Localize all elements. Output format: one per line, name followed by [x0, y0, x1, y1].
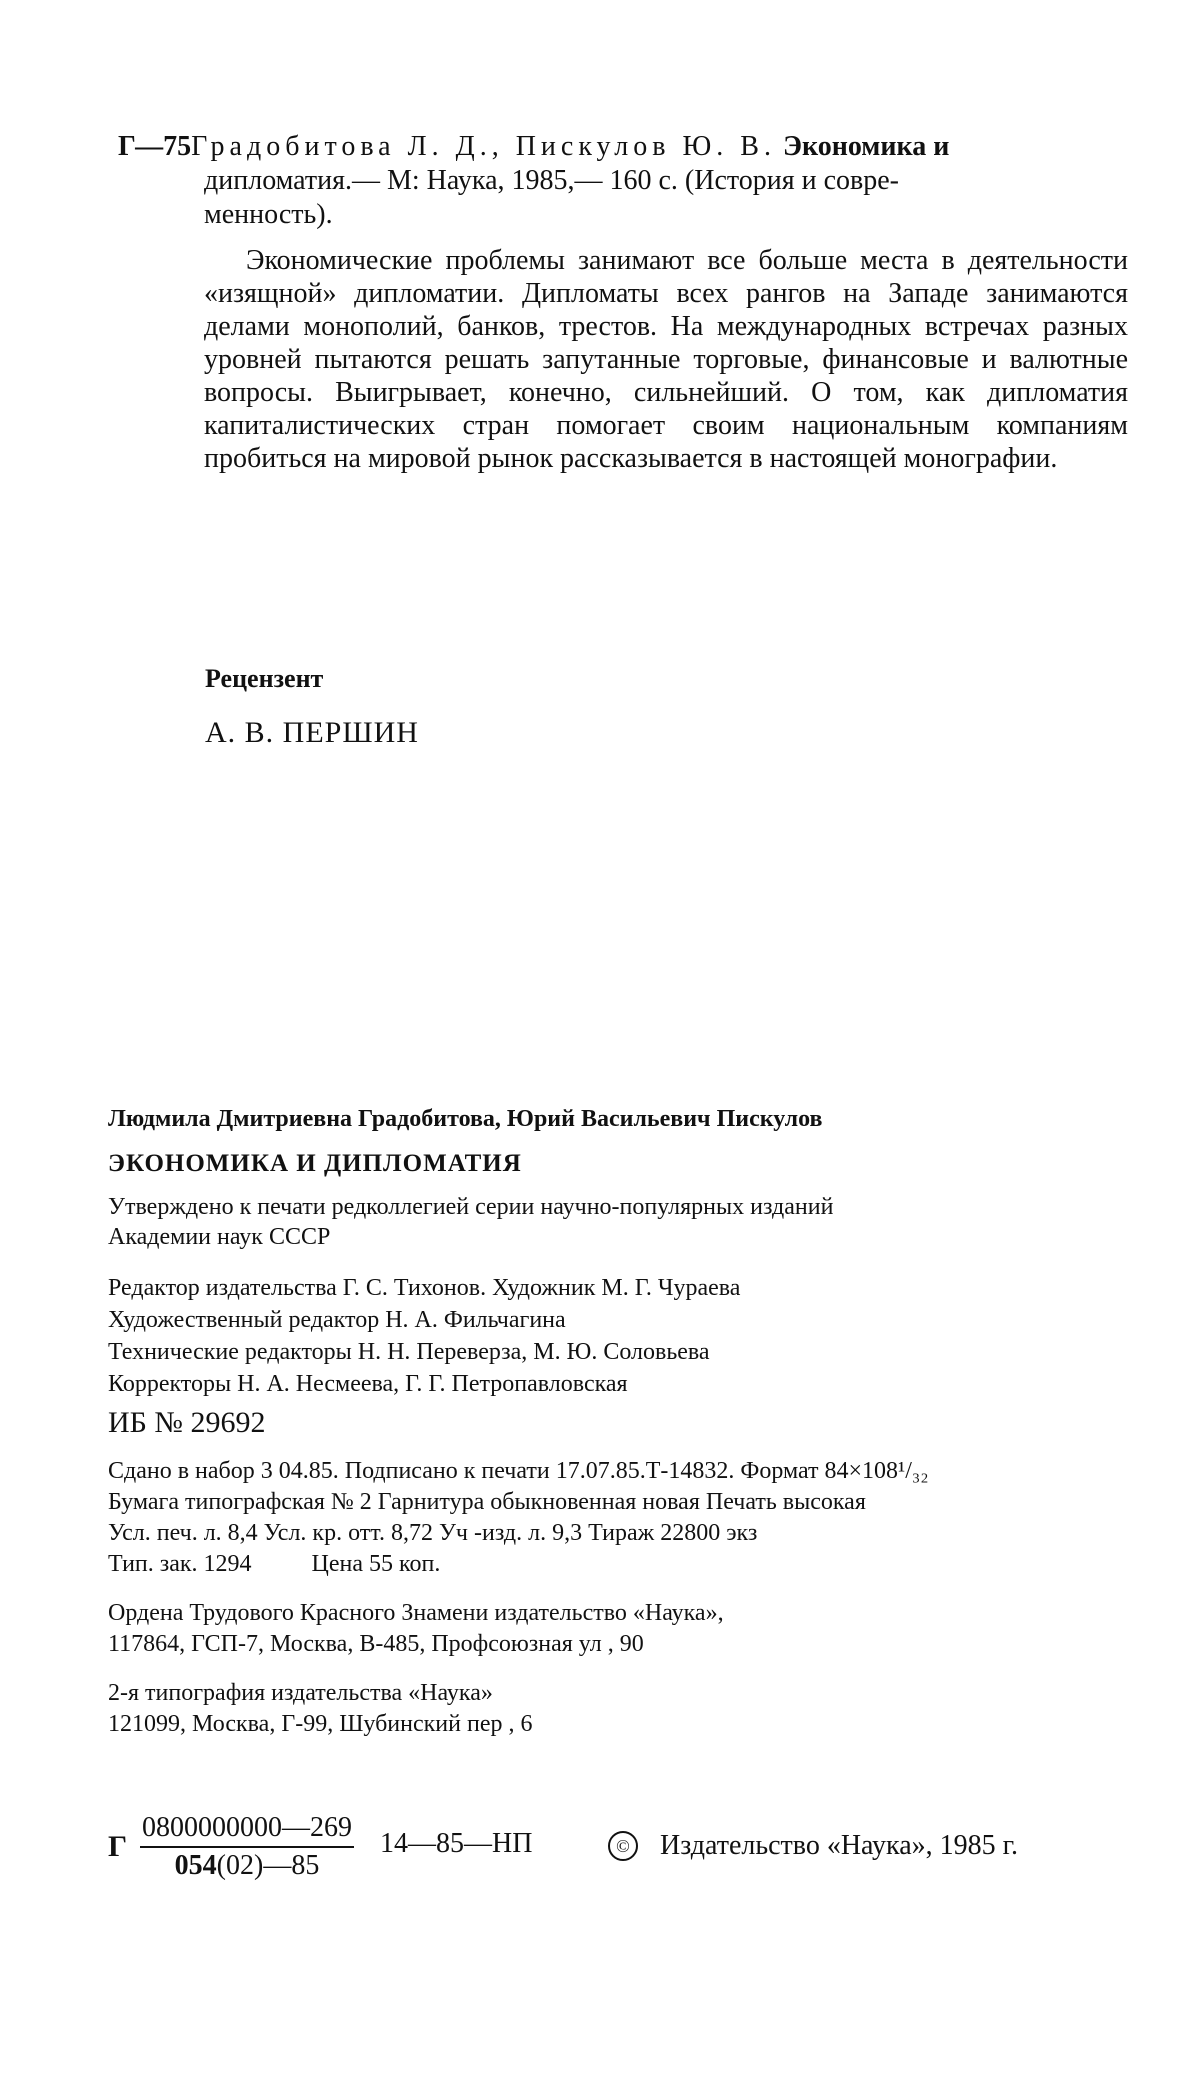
- approval-line: Академии наук СССР: [108, 1224, 331, 1250]
- denominator-rest: (02)—85: [216, 1850, 320, 1881]
- fraction-denominator: [140, 1848, 354, 1882]
- imprint-title: ЭКОНОМИКА И ДИПЛОМАТИЯ: [108, 1150, 522, 1177]
- citation-line-2: дипломатия.— М: Наука, 1985,— 160 с. (История и совре-: [204, 165, 900, 196]
- imprint-block: [108, 1104, 1138, 1740]
- publisher-line: 117864, ГСП-7, Москва, В-485, Профсоюзная ул , 90: [108, 1631, 644, 1657]
- approval-note: [108, 1192, 1138, 1252]
- copyright-icon: ©: [608, 1831, 638, 1861]
- imprint-authors: Людмила Дмитриевна Градобитова, Юрий Васильевич Пискулов: [108, 1106, 823, 1132]
- printer-address: [108, 1678, 1138, 1740]
- technical-details: [108, 1456, 1138, 1580]
- classification-footer: [108, 1812, 1138, 1882]
- citation-authors: Градобитова Л. Д., Пискулов Ю. В.: [191, 131, 776, 162]
- ib-number: ИБ № 29692: [108, 1406, 266, 1439]
- copyright-text: Издательство «Наука», 1985 г.: [660, 1830, 1018, 1861]
- tech-line: Бумага типографская № 2 Гарнитура обыкновенная новая Печать высокая: [108, 1489, 866, 1515]
- classification-code: Г—75: [118, 131, 192, 162]
- tech-line: Усл. печ. л. 8,4 Усл. кр. отт. 8,72 Уч -изд. л. 9,3 Тираж 22800 экз: [108, 1520, 758, 1546]
- footer-letter: Г: [108, 1830, 128, 1863]
- printer-line: 121099, Москва, Г-99, Шубинский пер , 6: [108, 1711, 533, 1737]
- tech-line: Сдано в набор 3 04.85. Подписано к печати 17.07.85.Т-14832. Формат 84×108¹/₃₂: [108, 1458, 929, 1484]
- staff-line: Художественный редактор Н. А. Фильчагина: [108, 1307, 566, 1333]
- publisher-line: Ордена Трудового Красного Знамени издательство «Наука»,: [108, 1600, 724, 1626]
- print-order: Тип. зак. 1294: [108, 1551, 252, 1577]
- printer-line: 2-я типография издательства «Наука»: [108, 1680, 493, 1706]
- denominator-bold: 054: [174, 1850, 217, 1881]
- series-code: 14—85—НП: [380, 1828, 533, 1859]
- price: Цена 55 коп.: [311, 1551, 441, 1577]
- staff-line: Корректоры Н. А. Несмеева, Г. Г. Петропавловская: [108, 1371, 628, 1397]
- approval-line: Утверждено к печати редколлегией серии научно-популярных изданий: [108, 1194, 834, 1220]
- staff-line: Редактор издательства Г. С. Тихонов. Художник М. Г. Чураева: [108, 1275, 741, 1301]
- catalog-fraction: [140, 1812, 354, 1882]
- citation-line-3: менность).: [204, 199, 333, 230]
- tech-line: [108, 1549, 1138, 1580]
- reviewer-label: Рецензент: [205, 664, 324, 693]
- citation-line-1: [118, 130, 1128, 164]
- citation-title: Экономика и: [782, 131, 950, 162]
- fraction-numerator: 0800000000—269: [140, 1812, 354, 1848]
- reviewer-name: А. В. ПЕРШИН: [205, 716, 419, 749]
- bibliographic-annotation: [118, 130, 1128, 475]
- publisher-address: [108, 1598, 1138, 1660]
- copyright-notice: [608, 1830, 1018, 1862]
- editorial-staff: [108, 1272, 1138, 1400]
- reviewer-block: [205, 664, 419, 750]
- staff-line: Технические редакторы Н. Н. Переверза, М. Ю. Соловьева: [108, 1339, 710, 1365]
- abstract-paragraph: Экономические проблемы занимают все больше места в деятельности «изящной» дипломатии. Дипломаты всех рангов на Западе занимаются делами монополий, банков, трестов. На международных встречах разных уровней пытаются решать запутанные торговые, финансовые и валютные вопросы. Выигрывает, конечно, сильнейший. О том, как дипломатия капиталистических стран помогает своим национальным компаниям пробиться на мировой рынок рассказывается в настоящей монографии.: [204, 245, 1128, 474]
